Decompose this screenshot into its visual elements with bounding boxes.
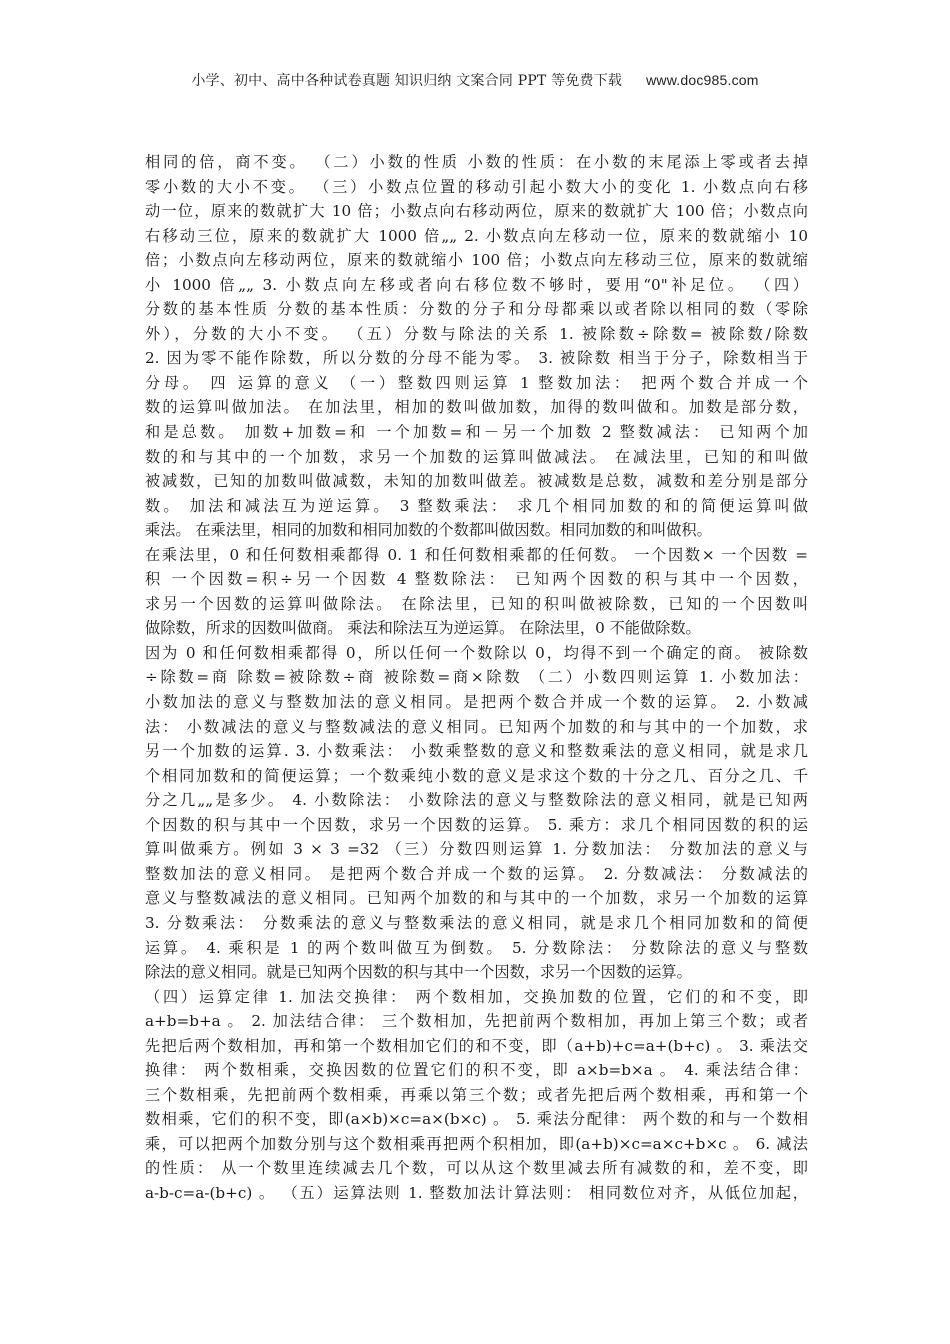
- text-line: 外），分数的大小不变。 （五）分数与除法的关系 1. 被除数÷除数= 被除数/除数: [145, 324, 808, 343]
- header-title: 小学、初中、高中各种试卷真题 知识归纳 文案合同 PPT 等免费下载: [191, 73, 623, 89]
- text-line: 因为 0 和任何数相乘都得 0，所以任何一个数除以 0，均得不到一个确定的商。 被除数: [145, 643, 808, 662]
- text-line: 小 1000 倍„„ 3. 小数点向左移或者向右移位数不够时，要用“0"补足位。 （四）: [145, 275, 808, 294]
- text-line: 零小数的大小不变。 （三）小数点位置的移动引起小数大小的变化 1. 小数点向右移: [145, 177, 808, 196]
- text-line: 2. 因为零不能作除数，所以分数的分母不能为零。 3. 被除数 相当于分子，除数相当于: [145, 349, 808, 368]
- text-line: 数相乘，它们的积不变，即(a×b)×c=a×(b×c) 。 5. 乘法分配律： 两个数的和与一个数相: [145, 1110, 808, 1129]
- text-line: 的性质： 从一个数里连续减去几个数，可以从这个数里减去所有减数的和，差不变，即: [145, 1159, 808, 1178]
- text-line: 在乘法里，0 和任何数相乘都得 0. 1 和任何数相乘都的任何数。 一个因数× 一个因数 =: [145, 545, 808, 564]
- text-line: ÷除数=商 除数=被除数÷商 被除数=商×除数 （二）小数四则运算 1. 小数加法：: [145, 668, 808, 687]
- text-line: 分母。 四 运算的意义 （一）整数四则运算 1 整数加法： 把两个数合并成一个: [145, 373, 808, 392]
- text-line: 分数的基本性质 分数的基本性质：分数的分子和分母都乘以或者除以相同的数（零除: [145, 300, 808, 319]
- text-line: 意义与整数减法的意义相同。已知两个加数的和与其中的一个加数，求另一个加数的运算: [145, 889, 808, 908]
- text-line: 右移动三位，原来的数就扩大 1000 倍„„ 2. 小数点向左移动一位，原来的数就缩小 10: [145, 226, 808, 245]
- text-line: 动一位，原来的数就扩大 10 倍；小数点向右移动两位，原来的数就扩大 100 倍；小数点向: [145, 202, 808, 221]
- text-line: 法： 小数减法的意义与整数减法的意义相同。已知两个加数的和与其中的一个加数，求: [145, 717, 808, 736]
- text-line: 运算。 4. 乘积是 1 的两个数叫做互为倒数。 5. 分数除法： 分数除法的意义与整数: [145, 938, 808, 957]
- text-line: 乘法。 在乘法里，相同的加数和相同加数的个数都叫做因数。相同加数的和叫做积。: [145, 521, 712, 540]
- text-line: 和是总数。 加数+加数=和 一个加数=和－另一个加数 2 整数减法： 已知两个加: [145, 423, 808, 442]
- page-header: [0, 70, 950, 90]
- text-line: 做除数，所求的因数叫做商。 乘法和除法互为逆运算。 在除法里，0 不能做除数。: [145, 619, 701, 638]
- text-line: 换律： 两个数相乘，交换因数的位置它们的积不变，即 a×b=b×a 。 4. 乘法结合律：: [145, 1061, 808, 1080]
- text-line: 3. 分数乘法： 分数乘法的意义与整数乘法的意义相同，就是求几个相同加数和的简便: [145, 913, 808, 932]
- text-line: 数。 加法和减法互为逆运算。 3 整数乘法： 求几个相同加数的和的简便运算叫做: [145, 496, 808, 515]
- text-line: 三个数相乘，先把前两个数相乘，再乘以第三个数；或者先把后两个数相乘，再和第一个: [145, 1085, 808, 1104]
- text-line: 个因数的积与其中一个因数，求另一个因数的运算。 5. 乘方：求几个相同因数的积的运: [145, 815, 808, 834]
- text-line: 倍；小数点向左移动两位，原来的数就缩小 100 倍；小数点向左移动三位，原来的数就缩: [145, 251, 808, 270]
- text-line: 算叫做乘方。例如 3 × 3 =32 （三）分数四则运算 1. 分数加法： 分数加法的意义与: [145, 840, 808, 859]
- text-line: 被减数，已知的加数叫做减数，未知的加数叫做差。被减数是总数，减数和差分别是部分: [145, 472, 808, 491]
- text-line: 分之几„„是多少。 4. 小数除法： 小数除法的意义与整数除法的意义相同，就是已知两: [145, 791, 808, 810]
- body-text: [145, 150, 808, 1206]
- text-line: 乘，可以把两个加数分别与这个数相乘再把两个积相加，即(a+b)×c=a×c+b×c 。 6. 减法: [145, 1134, 808, 1153]
- text-line: （四）运算定律 1. 加法交换律： 两个数相加，交换加数的位置，它们的和不变，即: [145, 987, 808, 1006]
- text-line: 数的运算叫做加法。 在加法里，相加的数叫做加数，加得的数叫做和。加数是部分数，: [145, 398, 808, 417]
- text-line: 除法的意义相同。就是已知两个因数的积与其中一个因数，求另一个因数的运算。: [145, 963, 692, 982]
- text-line: 小数加法的意义与整数加法的意义相同。是把两个数合并成一个数的运算。 2. 小数减: [145, 693, 808, 712]
- text-line: 数的和与其中的一个加数，求另一个加数的运算叫做减法。 在减法里，已知的和叫做: [145, 447, 808, 466]
- text-line: 另一个加数的运算. 3. 小数乘法： 小数乘整数的意义和整数乘法的意义相同，就是求几: [145, 742, 808, 761]
- text-line: 整数加法的意义相同。 是把两个数合并成一个数的运算。 2. 分数减法： 分数减法的: [145, 864, 808, 883]
- text-line: 相同的倍，商不变。 （二）小数的性质 小数的性质：在小数的末尾添上零或者去掉: [145, 153, 808, 171]
- text-line: 求另一个因数的运算叫做除法。 在除法里，已知的积叫做被除数，已知的一个因数叫: [145, 594, 808, 613]
- text-line: a+b=b+a 。 2. 加法结合律： 三个数相加，先把前两个数相加，再加上第三个数；或者: [145, 1012, 808, 1031]
- text-line: 个相同加数和的简便运算；一个数乘纯小数的意义是求这个数的十分之几、百分之几、千: [145, 766, 808, 785]
- header-site: www.doc985.com: [646, 72, 759, 88]
- text-line: 积 一个因数=积÷另一个因数 4 整数除法： 已知两个因数的积与其中一个因数，: [145, 570, 808, 589]
- text-line: a-b-c=a-(b+c) 。 （五）运算法则 1. 整数加法计算法则： 相同数位对齐，从低位加起，: [145, 1183, 808, 1202]
- text-line: 先把后两个数相加，再和第一个数相加它们的和不变，即（a+b)+c=a+(b+c) 。 3. 乘法交: [145, 1036, 808, 1055]
